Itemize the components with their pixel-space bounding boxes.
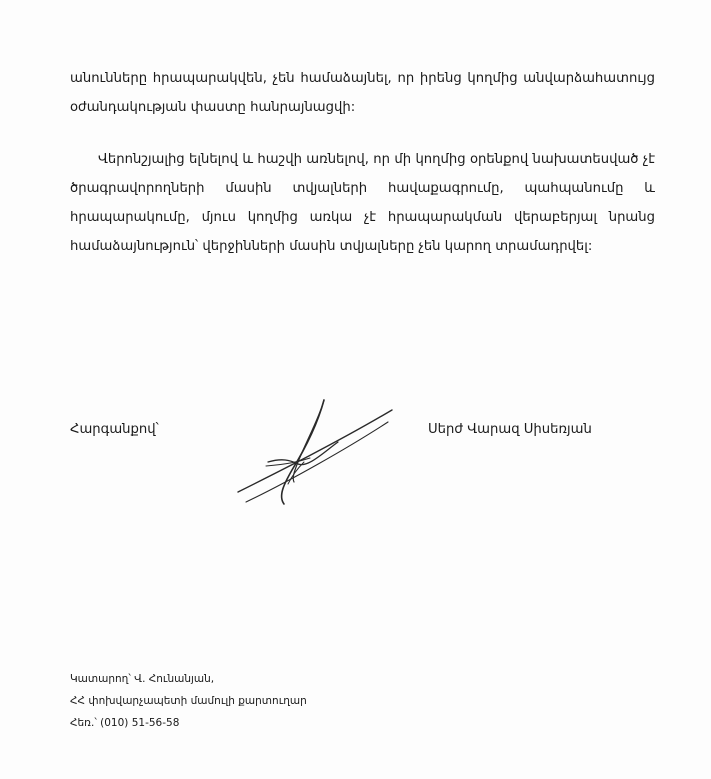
letter-paragraph-2: Վերոնշյալից ելնելով և հաշվի առնելով, որ մի կողմից օրենքով նախատեսված չէ ծրագրավորողների մասին տվյալների հավաքագրումը, պահպանումը և հրապարակումը, մյուս կողմից առկա չէ հրապարակման վերաբերյալ նրանց համաձայնություն՝ վերջինների մասին տվյալները չեն կարող տրամադրվել:	[70, 152, 655, 254]
letter-paragraph-1: անունները հրապարակվեն, չեն համաձայնել, որ իրենց կողմից անվարձահատույց օժանդակության փաստը հանրայնացվի:	[70, 71, 655, 115]
phone-line: Հեռ.՝ (010) 51-56-58	[70, 717, 180, 729]
closing-salutation: Հարգանքով՝	[70, 422, 159, 437]
handwritten-signature	[228, 392, 400, 522]
department-line: ՀՀ փոխվարչապետի մամուլի քարտուղար	[70, 695, 307, 707]
signer-name: Սերժ Վարազ Սիսեռյան	[428, 422, 592, 437]
letter-footer	[70, 668, 307, 734]
executor-line: Կատարող՝ Վ. Հունանյան,	[70, 673, 215, 685]
